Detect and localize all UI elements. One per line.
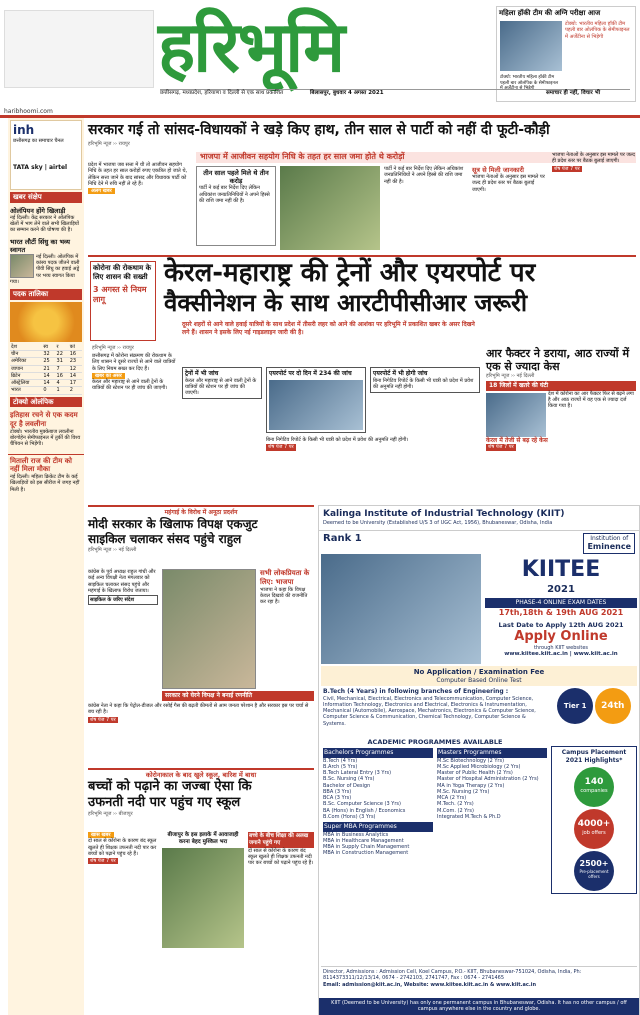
ad-dates: 17th,18th & 19th AUG 2021: [498, 607, 624, 617]
ad-kiitee-title: KIITEE: [521, 557, 601, 582]
cycle-quote-text: भाजपा ने कहा कि विपक्ष केवल दिखावे की राजनीति कर रहा है।: [260, 586, 308, 605]
ad-b-item: B.Tech (4 Yrs): [323, 757, 358, 764]
medal-row: [10, 387, 82, 394]
medal-bronze: 14: [69, 372, 82, 379]
ad-masters-title: Masters Programmes: [437, 748, 547, 758]
medal-silver: 4: [56, 380, 69, 387]
masthead-ad-left: [4, 10, 154, 88]
river-story[interactable]: [88, 768, 314, 1015]
vaccine-box-3-text: बिना निगेटिव रिपोर्ट के किसी भी यात्री को प्रदेश में प्रवेश की अनुमति नहीं होगी।: [373, 377, 474, 390]
promo-title: महिला हॉकी टीम की अग्नि परीक्षा आज: [499, 9, 601, 17]
vaccine-box-3-title: एयरपोर्ट में भी होगी जांच: [373, 370, 428, 377]
ad-institute: Kalinga Institute of Industrial Technology (KIIT): [323, 509, 565, 519]
river-badge: खास खबर: [88, 832, 114, 838]
left-sidebar: [8, 118, 84, 1015]
vaccine-story[interactable]: [88, 255, 636, 500]
tokyo-title: इतिहास रचने से एक कदम दूर है लवलीना: [10, 411, 78, 429]
ad-ioe-2: Eminence: [587, 542, 631, 551]
cycle-col-1-text: कांग्रेस के पूर्व अध्यक्ष राहुल गांधी और कई अन्य विपक्षी नेता मंगलवार को साइकिल चलाकर संसद पहुंचे और महंगाई के खिलाफ विरोध जताया।: [88, 569, 156, 594]
vaccine-box-2-title: एयरपोर्ट पर दो दिन में 234 की जांच: [269, 370, 352, 377]
river-title-1: बच्चों को पढ़ाने का जज्बा ऐसा कि: [88, 779, 252, 795]
sidebar-ad[interactable]: [10, 120, 82, 190]
brief-1-title: ओलंपियन होंगे खिलाड़ी: [10, 206, 66, 215]
cycle-title-1: मोदी सरकार के खिलाफ विपक्ष एकजुट: [88, 516, 258, 531]
ad-students-photo: [321, 554, 481, 664]
medal-country: चीन: [10, 351, 42, 358]
rfactor-sub: केरल में तेजी से बढ़ रहे केस: [486, 436, 548, 444]
ad-companies-label: companies: [580, 788, 608, 795]
medal-bronze: 17: [69, 380, 82, 387]
ad-m-item: M.Sc. Nursing (2 Yrs): [437, 788, 490, 795]
sidebar-bottom-title: मिताली राज की टीम को नहीं मिला मौका: [10, 456, 72, 474]
medal-gold: 21: [42, 365, 55, 372]
ad-btech-title: B.Tech (4 Years) in following branches of Engineering :: [323, 688, 509, 695]
vaccine-box-1: [182, 367, 262, 399]
ad-b-item: B.Com (Hons) (3 Yrs): [323, 813, 376, 820]
ad-ioe: [583, 533, 635, 555]
ad-m-item: M.Tech. (2 Yrs): [437, 801, 474, 808]
ad-b-item: B.Arch (5 Yrs): [323, 763, 358, 770]
kiit-advertisement[interactable]: [318, 505, 640, 1015]
medal-row: [10, 372, 82, 379]
medal-gold: 14: [42, 372, 55, 379]
ad-jobs: [574, 809, 614, 849]
medal-header-row: [10, 344, 82, 351]
vaccine-col-mid: [266, 437, 480, 451]
ad-super-item: MBA in Healthcare Management: [323, 837, 404, 844]
tokyo-head: टोक्यो ओलंपिक: [10, 397, 82, 408]
issue-date: बिलासपुर, बुधवार 4 अगस्त 2021: [310, 90, 384, 96]
ad-no-fee: [321, 666, 637, 686]
vaccine-col-1b-text: केरल और महाराष्ट्र से आने वाली ट्रेनों के यात्रियों की स्टेशन पर ही जांच की जाएगी।: [92, 379, 168, 392]
river-side-box: [248, 832, 314, 867]
medal-graphic: [10, 302, 82, 342]
lead-quote-text: भाजपा नेताओं के अनुसार इस मामले पर जल्द ही प्रदेश स्तर पर बैठक बुलाई जाएगी।: [472, 174, 545, 193]
ad-footer: KIIT (Deemed to be University) has only one permanent campus in Bhubaneswar, Odisha. It has no other campus / off campus anywhere else in the country and globe.: [319, 998, 639, 1015]
ad-placement-title: Campus Placement 2021 Highlights*: [561, 749, 627, 764]
tagline: छत्तीसगढ़, मध्यप्रदेश, हरियाणा व दिल्ली से एक साथ प्रकाशित: [160, 90, 284, 96]
brief-2-text: नई दिल्ली। ओलंपिक में कांस्य पदक जीतने वाली पीवी सिंधु का हवाई अड्डे पर भव्य स्वागत किया गया।: [10, 253, 80, 285]
ad-rank: Rank 1: [323, 532, 362, 544]
ad-m-item: M.Sc Biotechnology (2 Yrs): [437, 757, 505, 764]
lead-col-4-text: भाजपा नेताओं के अनुसार इस मामले पर जल्द ही प्रदेश स्तर पर बैठक बुलाई जाएगी।: [552, 152, 635, 165]
cycle-box-1: साइकिल के जरिए संदेश: [88, 595, 158, 605]
rfactor-byline: हरिभूमि न्यूज ›› नई दिल्ली: [486, 373, 535, 379]
ad-jobs-value: 4000+: [577, 819, 611, 829]
ad-b-item: BA (Hons) in English / Economics: [323, 807, 406, 814]
sidebar-bottom-story[interactable]: [8, 454, 84, 495]
ad-kiitee: [485, 556, 637, 658]
ad-companies: [574, 767, 614, 807]
lead-col-3: [384, 166, 468, 186]
medal-gold: 0: [42, 387, 55, 394]
rfactor-cont: शेष पेज 7 पर: [488, 444, 514, 451]
lead-cont: शेष पेज 7 पर: [554, 165, 580, 172]
vaccine-side-box: [90, 261, 156, 341]
brief-2[interactable]: [8, 236, 84, 288]
slogan: समाचार ही नहीं, विचार भी: [545, 90, 600, 96]
vaccine-byline: हरिभूमि न्यूज ›› रायपुर: [92, 345, 134, 351]
vaccine-side-title: कोरोना की रोकथाम के लिए शासन की सख्ती: [93, 264, 151, 281]
lead-byline: हरिभूमि न्यूज ›› रायपुर: [88, 141, 130, 147]
lead-quote-title: सूत्र से मिली जानकारी: [472, 166, 524, 174]
cycle-col-2-text: कांग्रेस नेता ने कहा कि पेट्रोल-डीजल और रसोई गैस की बढ़ती कीमतों से आम जनता परेशान है और सरकार इस पर चर्चा से बच रही है।: [88, 703, 309, 716]
khabar-head: खबर संक्षेप: [10, 192, 82, 203]
vaccine-side-date: 3 अगस्त से नियम लागू: [93, 284, 147, 304]
tokyo-story[interactable]: [8, 409, 84, 449]
river-box-title: बच्चे के बीच शिक्षा की अलख जगाने पहुंचे गए: [248, 832, 314, 848]
ad-b-item: B.Tech Lateral Entry (3 Yrs): [323, 770, 392, 776]
cycle-title-2: साइकिल चलाकर संसद पहुंचे राहुल: [88, 531, 242, 546]
sindhu-photo: [10, 254, 34, 278]
masthead-rule: [0, 115, 640, 118]
vaccine-box-1-title: ट्रेनों में भी जांच: [185, 370, 219, 377]
vaccine-col-mid-text: बिना निगेटिव रिपोर्ट के किसी भी यात्री को प्रदेश में प्रवेश की अनुमति नहीं होगी।: [266, 437, 409, 443]
vaccine-badge: खबर का असर: [92, 373, 125, 379]
cycle-cont: शेष पेज 7 पर: [90, 716, 116, 723]
lead-headline: सरकार गई तो सांसद-विधायकों ने खड़े किए हाथ, तीन साल से पार्टी को नहीं दी फूटी-कौड़ी: [88, 122, 550, 138]
ad-companies-value: 140: [584, 777, 604, 787]
ad-masters: [437, 748, 547, 820]
cycle-quote: [260, 569, 314, 605]
brief-2-title: भारत लौटीं सिंधु का भव्य स्वागत: [10, 237, 71, 254]
dateline: [160, 89, 630, 101]
medal-silver: 31: [56, 358, 69, 365]
ad-placement: [551, 746, 637, 894]
lead-col-3-text: पार्टी ने कई बार निर्देश दिए लेकिन अधिकांश जनप्रतिनिधियों ने अपने हिस्से की राशि जमा नहीं की है।: [384, 166, 464, 185]
newspaper-logo[interactable]: हरिभूमि: [158, 5, 344, 88]
ad-ppo-label: Pre-placement offers: [579, 869, 609, 879]
ad-m-item: M.Com. (2 Yrs): [437, 807, 474, 814]
ad-b-item: BCA (3 Yrs): [323, 795, 352, 801]
ad-email[interactable]: Email: admission@kiit.ac.in, Website: www.kiitee.kiit.ac.in & www.kiit.ac.in: [323, 981, 537, 988]
lead-story[interactable]: [88, 122, 636, 252]
ad-b-item: B.Sc. Nursing (4 Yrs): [323, 776, 375, 783]
river-kicker: कोरोनाकाल के बाद खुले स्कूल, बारिश में बाधा: [145, 771, 257, 779]
ad-m-item: Integrated M.Tech & Ph.D: [437, 813, 501, 820]
river-col-1-text: दो साल से कोरोना के कारण बंद स्कूल खुलते ही शिक्षक उफनती नदी पार कर बच्चों को पढ़ाने पहुंच रहे हैं।: [88, 838, 157, 857]
medal-silver: 7: [56, 365, 69, 372]
medal-head: पदक तालिका: [10, 289, 82, 300]
river-box-text: दो साल से कोरोना के कारण बंद स्कूल खुलते ही शिक्षक उफनती नदी पार कर बच्चों को पढ़ाने पहुंच रहे हैं।: [248, 847, 314, 867]
promo-caption: टोक्यो: भारतीय महिला हॉकी टीम पहली बार ओलंपिक के सेमीफाइनल में अर्जेंटीना से भिड़ेगी: [500, 75, 559, 92]
rfactor-map: [486, 393, 546, 437]
vaccine-intro: दूसरे शहरों से आने वाले हवाई यात्रियों के साथ प्रदेश में तीसरी लहर को आने की आशंका पर हरिभूमि में प्रकाशित खबर के असर दिखने लगे हैं। शासन ने इसके लिए नई गाइडलाइन जारी की है।: [182, 321, 475, 336]
ad-super-item: MBA in Supply Chain Management: [323, 844, 410, 850]
ad-year: 2021: [547, 583, 575, 595]
medal-col: देश: [10, 344, 42, 351]
promo-text-right: टोक्यो: भारतीय महिला हॉकी टीम पहली बार ओलंपिक के सेमीफाइनल में अर्जेंटीना से भिड़ेगी: [565, 21, 630, 40]
medal-row: [10, 380, 82, 387]
ad-last-date: Last Date to Apply 12th AUG 2021: [498, 620, 624, 629]
cycle-photo: [162, 569, 256, 689]
ad-super-title: Super MBA Programmes: [323, 822, 433, 832]
sidebar-ad-text: छत्तीसगढ़ का समाचार चैनल: [13, 138, 64, 144]
lead-box-title: तीन साल पहले मिले थे तीन करोड़: [203, 169, 269, 186]
medal-country: ऑस्ट्रेलिया: [10, 380, 42, 387]
medal-col: स्व: [42, 344, 55, 351]
ad-m-item: Master of Public Health (2 Yrs): [437, 770, 513, 776]
medal-row: [10, 365, 82, 372]
ad-rank-row: [319, 531, 639, 557]
lead-col-4: [552, 152, 636, 172]
medal-silver: 22: [56, 351, 69, 358]
medal-col: कां: [69, 344, 82, 351]
medal-gold: 25: [42, 358, 55, 365]
ad-jobs-label: job offers: [582, 830, 606, 837]
ad-header: [319, 506, 639, 531]
medal-bronze: 2: [69, 387, 82, 394]
medal-gold: 32: [42, 351, 55, 358]
ad-super-item: MBA in Construction Management: [323, 850, 409, 857]
brief-1[interactable]: [8, 205, 84, 236]
hockey-photo: [500, 21, 562, 71]
lead-col-1-text: प्रदेश में भाजपा जब सत्ता में थी तो आजीवन सहयोग निधि के तहत हर साल करोड़ों रुपए एकत्रित हो जाते थे, लेकिन सत्ता जाने के बाद सांसद और विधायक पार्टी को निधि देने में रुचि नहीं ले रहे हैं।: [88, 162, 188, 187]
ad-apply[interactable]: Apply Online: [514, 628, 608, 644]
ad-no-app: No Application / Examination Fee: [413, 668, 545, 676]
ad-b-item: B.Sc. Computer Science (3 Yrs): [323, 801, 401, 808]
lead-col-1: [88, 162, 188, 194]
ad-through: through KIIT websites: [533, 644, 589, 651]
brief-1-text: नई दिल्ली। केंद्र सरकार ने ओलंपिक खेलों में भाग लेने वाले सभी खिलाड़ियों का सम्मान करने की घोषणा की है।: [10, 214, 79, 234]
cycle-caption: सरकार को घेरने विपक्ष ने बनाई रणनीति: [162, 691, 314, 701]
medal-table: [10, 344, 82, 395]
medal-country: जापान: [10, 365, 42, 372]
cycle-quote-title: सभी लोकप्रियता के लिए: भाजपा: [260, 569, 310, 586]
medal-row: [10, 351, 82, 358]
site-url[interactable]: haribhoomi.com: [4, 108, 53, 115]
medal-silver: 16: [56, 372, 69, 379]
medal-row: [10, 358, 82, 365]
vaccine-headline-1: केरल-महाराष्ट्र की ट्रेनों और एयरपोर्ट पर: [164, 258, 536, 288]
medal-gold: 14: [42, 380, 55, 387]
vaccine-col-1: [92, 353, 176, 393]
sidebar-ad-name: inh: [13, 123, 35, 137]
tokyo-text: टोक्यो। भारतीय मुक्केबाज लवलीना बोरगोहेन सेमीफाइनल में तुर्की की विश्व चैंपियन से भिड़ेंगी।: [10, 428, 81, 448]
lead-quote: [472, 166, 548, 193]
ad-m-item: Master of Hospital Administration (2 Yrs): [437, 776, 539, 783]
ad-b-item: Bachelor of Design: [323, 782, 371, 789]
masthead: [0, 0, 640, 118]
ad-anniv-badge: 24th: [595, 688, 631, 724]
medal-country: भारत: [10, 387, 42, 394]
lead-box-text: पार्टी ने कई बार निर्देश दिए लेकिन अधिकांश जनप्रतिनिधियों ने अपने हिस्से की राशि जमा नहीं की है।: [199, 185, 270, 204]
vaccine-box-3: [370, 367, 480, 393]
river-col-1: [88, 832, 158, 864]
lead-subhead: भाजपा में आजीवन सहयोग निधि के तहत हर साल जमा होते थे करोड़ों: [196, 152, 636, 163]
vaccine-col-1-text: छत्तीसगढ़ में कोरोना संक्रमण की रोकथाम के लिए शासन ने दूसरे राज्यों से आने वाले यात्रियों के लिए नियम सख्त कर दिए हैं।: [92, 353, 176, 372]
medal-country: अमेरिका: [10, 358, 42, 365]
ad-bachelors-title: Bachelors Programmes: [323, 748, 433, 758]
ad-ioe-1: Institution of: [590, 534, 629, 542]
medal-country: ब्रिटेन: [10, 372, 42, 379]
ad-phase: PHASE-4 ONLINE EXAM DATES: [485, 598, 637, 608]
ad-m-item: M.Sc Applied Microbiology (2 Yrs): [437, 763, 521, 770]
rfactor-text: देश में कोरोना का आर फैक्टर फिर से बढ़ने लगा है और आठ राज्यों में यह एक से ज्यादा दर्ज किया गया है।: [548, 390, 634, 410]
airport-photo: [269, 380, 363, 430]
cycle-col-2: [88, 703, 314, 723]
lead-box: [196, 166, 276, 246]
rfactor-title: आर फैक्टर ने डराया, आठ राज्यों में एक से ज्यादा केस: [486, 347, 630, 373]
cycle-kicker: महंगाई के विरोध में अनूठा प्रदर्शन: [164, 509, 238, 516]
ad-cbt: Computer Based Online Test: [436, 676, 522, 684]
river-photo-caption: बीजापुर के इस इलाके में आवाजाही करना बेहद मुश्किल भरा: [167, 832, 239, 845]
promo-box[interactable]: [496, 6, 636, 102]
vaccine-box-2: [266, 367, 366, 433]
medal-bronze: 23: [69, 358, 82, 365]
vaccine-box-1-text: केरल और महाराष्ट्र से आने वाली ट्रेनों के यात्रियों की स्टेशन पर ही जांच की जाएगी।: [185, 377, 257, 396]
ad-btech: [323, 688, 547, 727]
cycle-col-1: [88, 569, 158, 605]
river-cont: शेष पेज 7 पर: [90, 858, 116, 864]
ad-bachelors: [323, 748, 433, 857]
ad-ppo-value: 2500+: [579, 859, 609, 868]
river-photo: [162, 848, 244, 948]
lead-badge: अलग खबर: [88, 188, 115, 194]
ad-m-item: MA in Yoga Therapy (2 Yrs): [437, 782, 505, 789]
vaccine-headline-2: वैक्सीनेशन के साथ आरटीपीसीआर जरूरी: [164, 289, 528, 317]
cycle-byline: हरिभूमि न्यूज ›› नई दिल्ली: [88, 546, 137, 553]
vaccine-cont: शेष पेज 7 पर: [268, 444, 294, 451]
ad-btech-list: Civil, Mechanical, Electrical, Electronics and Telecommunication, Computer Science, Information Technology, Electronics and Electrical, Electronics & Instrumentation, Mechanical (Automobile), Aerospace, Mechatronics, Electronics & Computer Science, Computer Science & Communication, Chemical Technology, Computer Science & Systems.: [323, 695, 536, 727]
rfactor-story[interactable]: [486, 347, 636, 497]
medal-bronze: 12: [69, 365, 82, 372]
river-byline: हरिभूमि न्यूज ›› बीजापुर: [88, 811, 133, 818]
rfactor-box: 18 जिलों में खतरे की घंटी: [486, 381, 636, 391]
ad-contact: [321, 966, 637, 990]
sidebar-ad-brands: TATA sky | airtel: [13, 164, 68, 172]
ad-programmes: ACADEMIC PROGRAMMES AVAILABLE: [367, 738, 503, 746]
ad-super-item: MBA in Business Analytics: [323, 831, 389, 838]
river-photo-box: [162, 832, 244, 948]
ad-tier-badge: Tier 1: [557, 688, 593, 724]
medal-col: र: [56, 344, 69, 351]
ad-websites[interactable]: www.kiitee.kiit.ac.in | www.kiit.ac.in: [504, 651, 618, 658]
sidebar-bottom-text: नई दिल्ली। महिला क्रिकेट टीम के कई खिलाड़ियों को इस सीरीज में जगह नहीं मिली है।: [10, 474, 80, 493]
ad-b-item: BBA (3 Yrs): [323, 788, 352, 795]
ad-m-item: MCA (2 Yrs): [437, 795, 467, 801]
lead-photo: [280, 166, 380, 250]
medal-bronze: 16: [69, 351, 82, 358]
ad-deemed: Deemed to be University (Established U/S 3 of UGC Act, 1956), Bhubaneswar, Odisha, India: [323, 520, 553, 527]
medal-silver: 1: [56, 387, 69, 394]
ad-ppo: [574, 851, 614, 891]
ad-accreditation: [551, 688, 637, 724]
cycle-story[interactable]: [88, 505, 314, 765]
river-title-2: उफनती नदी पार पहुंच गए स्कूल: [88, 795, 241, 811]
ad-director: Director, Admissions : Admission Cell, Koel Campus, P.O.- KIIT, Bhubaneswar-751024, Odisha, India, Ph: 8114373311/12/13/14, 0674 - 2742103, 2741747, Fax : 0674 - 2741465: [323, 969, 582, 982]
